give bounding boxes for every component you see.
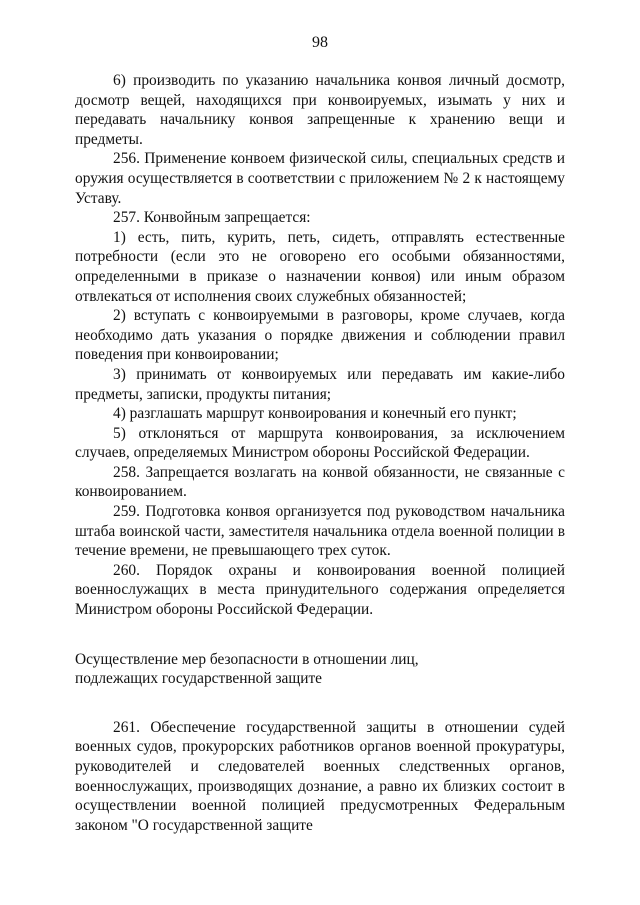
paragraph-260: 260. Порядок охраны и конвоирования военной полицией военнослужащих в места принудительного содержания определяется Министром обороны Российской Федерации. bbox=[75, 561, 565, 619]
section-heading-line-2: подлежащих государственной защите bbox=[75, 670, 323, 688]
paragraph-258: 258. Запрещается возлагать на конвой обязанности, не связанные с конвоированием. bbox=[75, 463, 565, 501]
section-heading bbox=[75, 650, 565, 689]
paragraph-257-item-1: 1) есть, пить, курить, петь, сидеть, отправлять естественные потребности (если это не оговорено его особыми обязанностями, определенными в приказе о назначении конвоя) или иным образом отвлекаться от исполнения своих служебных обязанностей; bbox=[75, 228, 565, 305]
paragraph-261: 261. Обеспечение государственной защиты в отношении судей военных судов, прокурорских работников органов военной прокуратуры, руководителей и следователей военных следственных органов, военнослужащих, производящих дознание, а равно их близких состоит в осуществлении военной полицией предусмотренных Федеральным законом "О государственной защите bbox=[75, 718, 565, 834]
section-heading-line-1: Осуществление мер безопасности в отношении лиц, bbox=[75, 650, 419, 668]
page-number: 98 bbox=[312, 34, 328, 51]
paragraph-259: 259. Подготовка конвоя организуется под руководством начальника штаба воинской части, заместителя начальника отдела военной полиции в течение времени, не превышающего трех суток. bbox=[75, 503, 565, 560]
document-body bbox=[75, 71, 565, 835]
paragraph-256: 256. Применение конвоем физической силы, специальных средств и оружия осуществляется в соответствии с приложением № 2 к настоящему Уставу. bbox=[75, 150, 565, 207]
paragraph-257-item-2: 2) вступать с конвоируемыми в разговоры, кроме случаев, когда необходимо дать указания о порядке движения и соблюдении правил поведения при конвоировании; bbox=[75, 307, 565, 364]
paragraph-item-6: 6) производить по указанию начальника конвоя личный досмотр, досмотр вещей, находящихся при конвоируемых, изымать у них и передавать начальнику конвоя запрещенные к хранению вещи и предметы. bbox=[75, 72, 565, 148]
paragraph-257-item-3: 3) принимать от конвоируемых или передавать им какие-либо предметы, записки, продукты питания; bbox=[75, 365, 565, 403]
paragraph-257: 257. Конвойным запрещается: bbox=[113, 209, 311, 227]
paragraph-257-item-4: 4) разглашать маршрут конвоирования и конечный его пункт; bbox=[113, 405, 517, 423]
paragraph-257-item-5: 5) отклоняться от маршрута конвоирования, за исключением случаев, определяемых Министром обороны Российской Федерации. bbox=[75, 424, 565, 462]
